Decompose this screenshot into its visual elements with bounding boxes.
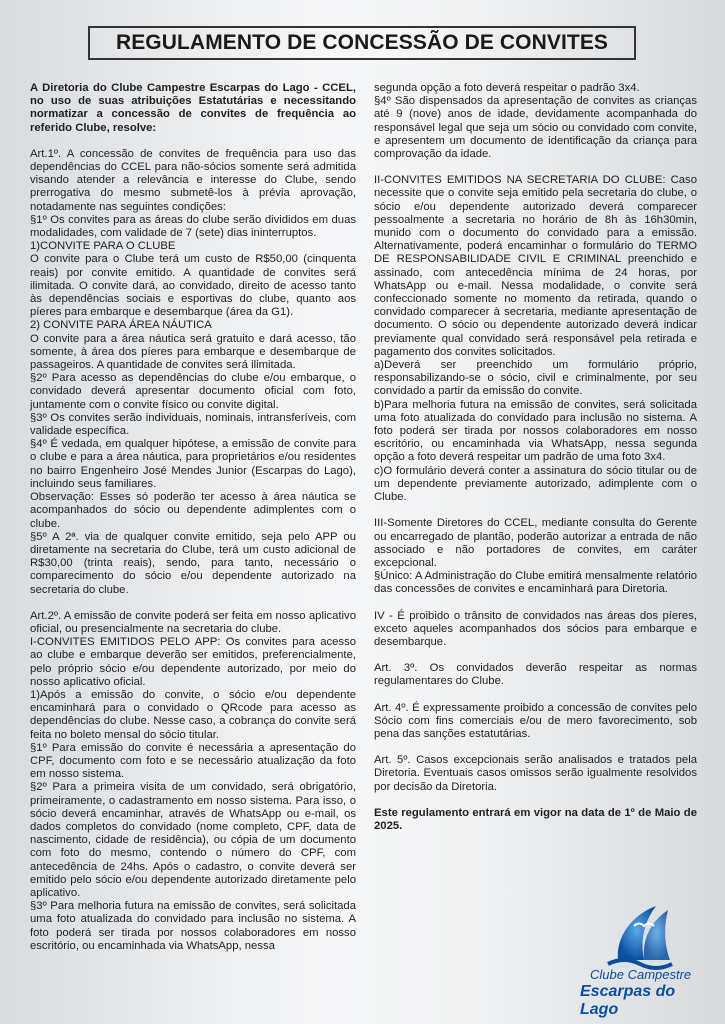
intro-paragraph: A Diretoria do Clube Campestre Escarpas do Lago - CCEL, no uso de suas atribuições Estatutárias e necessitando normatizar a concessão de convites de frequência ao referido Clube, resolve:: [30, 82, 356, 134]
paragraph: Observação: Esses só poderão ter acesso à área náutica se acompanhados do sócio ou dependente adimplentes com o clube.: [30, 491, 356, 530]
paragraph: §3º Para melhoria futura na emissão de convites, será solicitada uma foto atualizada do convidado para inclusão no sistema. A foto poderá ser tirada por nossos colaboradores em nosso escritório, ou encaminhada via WhatsApp, nessa: [30, 900, 356, 952]
paragraph: I-CONVITES EMITIDOS PELO APP: Os convites para acesso ao clube e embarque deverão ser emitidos, preferencialmente, pelo próprio sócio e/ou dependente autorizado, por meio do nosso aplicativo oficial.: [30, 636, 356, 688]
logo-line2: Escarpas do Lago: [580, 983, 676, 1018]
paragraph: Art. 3º. Os convidados deverão respeitar as normas regulamentares do Clube.: [374, 662, 697, 688]
paragraph: §5º A 2ª. via de qualquer convite emitido, seja pelo APP ou diretamente na secretaria do Clube, terá um custo adicional de R$30,00 (trinta reais), sendo, para tanto, necessário o comparecimento do sócio e/ou dependente autorizado na secretaria do clube.: [30, 530, 356, 596]
right-column: [374, 82, 697, 833]
paragraph: III-Somente Diretores do CCEL, mediante consulta do Gerente ou encarregado de plantão, poderão autorizar a entrada de não associado e não portadores de convites, em caráter excepcional.: [374, 517, 697, 569]
paragraph: c)O formulário deverá conter a assinatura do sócio titular ou de um dependente previamente autorizado, adimplente com o Clube.: [374, 464, 697, 504]
paragraph: Art.1º. A concessão de convites de frequência para uso das dependências do CCEL para não-sócios somente será admitida visando atender a relevância e interesse do Clube, sendo prerrogativa do mesmo submetê-los à prévia aprovação, notadamente nas seguintes condições:: [30, 147, 356, 213]
paragraph: IV - É proibido o trânsito de convidados nas áreas dos píeres, exceto aqueles acompanhados dos sócios para embarque e desembarque.: [374, 609, 697, 648]
effective-date-paragraph: Este regulamento entrará em vigor na data de 1º de Maio de 2025.: [374, 806, 697, 832]
spacer: [374, 161, 697, 174]
paragraph: 1)Após a emissão do convite, o sócio e/ou dependente encaminhará para o convidado o QRcode para acesso as dependências do clube. Nesse caso, a cobrança do convite será feita no boleto mensal do sócio titular.: [30, 688, 356, 741]
paragraph: §1º Para emissão do convite é necessária a apresentação do CPF, documento com foto e se necessário atualização da foto em nosso sistema.: [30, 741, 356, 781]
left-column: [30, 82, 356, 953]
paragraph: Art. 4º. É expressamente proibido a concessão de convites pelo Sócio com fins comerciais e/ou de mero favorecimento, sob pena das sanções estatutárias.: [374, 701, 697, 740]
paragraph: b)Para melhoria futura na emissão de convites, será solicitada uma foto atualizada do convidado para inclusão no sistema. A foto poderá ser tirada por nossos colaboradores em nosso escritório, ou encaminhada via WhatsApp, nessa segunda opção a foto deverá respeitar um padrão de uma foto 3x4.: [374, 398, 697, 464]
paragraph: §1º Os convites para as áreas do clube serão divididos em duas modalidades, com validade de 7 (sete) dias ininterruptos.: [30, 213, 356, 240]
paragraph: Art.2º. A emissão de convite poderá ser feita em nosso aplicativo oficial, ou presencialmente na secretaria do clube.: [30, 609, 356, 635]
paragraph: a)Deverá ser preenchido um formulário próprio, responsabilizando-se o sócio, civil e criminalmente, por seu convidado a partir da emissão do convite.: [374, 359, 697, 398]
spacer: [30, 135, 356, 148]
paragraph: O convite para a área náutica será gratuito e dará acesso, tão somente, à área dos píeres para embarque e desembarque de passageiros. A quantidade de convites será ilimitada.: [30, 332, 356, 372]
paragraph: §4º São dispensados da apresentação de convites as crianças até 9 (nove) anos de idade, devidamente acompanhada do responsável legal que seja um sócio ou convidado com convite, e apresentem um documento de identificação da criança para comprovação da idade.: [374, 95, 697, 161]
spacer: [374, 794, 697, 807]
spacer: [374, 741, 697, 754]
paragraph: §3º Os convites serão individuais, nominais, intransferíveis, com validade específica.: [30, 411, 356, 438]
spacer: [374, 649, 697, 662]
paragraph: O convite para o Clube terá um custo de R$50,00 (cinquenta reais) por convite emitido. A quantidade de convites será ilimitada. O convite dará, ao convidado, direito de acesso tanto às dependências sociais e esportivas do clube, quanto aos píeres para embarque e desembarque (área da G1).: [30, 253, 356, 319]
paragraph: §2º Para acesso as dependências do clube e/ou embarque, o convidado deverá apresentar documento oficial com foto, juntamente com o convite físico ou convite digital.: [30, 372, 356, 411]
paragraph: §2º Para a primeira visita de um convidado, será obrigatório, primeiramente, o cadastramento em nosso sistema. Para isso, o sócio deverá encaminhar, através de WhatsApp ou e-mail, os dados completos do convidado (nome completo, CPF, data de nascimento, cidade de residência), ou cópia de um documento com foto do mesmo, contendo o número do CPF, com antecedência de 24hs. Após o cadastro, o convite deverá ser emitido pelo sócio e/ou dependente autorizado diretamente pelo aplicativo.: [30, 781, 356, 899]
spacer: [30, 597, 356, 610]
paragraph: segunda opção a foto deverá respeitar o padrão 3x4.: [374, 82, 640, 94]
logo-line1: Clube Campestre: [590, 967, 692, 982]
paragraph: Art. 5º. Casos excepcionais serão analisados e tratados pela Diretoria. Eventuais casos omissos serão igualmente resolvidos por decisão da Diretoria.: [374, 754, 697, 793]
paragraph: §4º É vedada, em qualquer hipótese, a emissão de convite para o clube e para a área náutica, para proprietários e/ou residentes no bairro Engenheiro José Mendes Junior (Escarpas do Lago), incluindo seus familiares.: [30, 438, 356, 490]
paragraph: II-CONVITES EMITIDOS NA SECRETARIA DO CLUBE: Caso necessite que o convite seja emitido pela secretaria do clube, o sócio e/ou dependente autorizado deverá comparecer pessoalmente a secretaria no horário de 8h às 16h30min, munido com o documento do convidado para a emissão. Alternativamente, poderá encaminhar o formulário do TERMO DE RESPONSABILIDADE CIVIL E CRIMINAL preenchido e assinado, com antecedência mínima de 24 horas, por WhatsApp ou e-mail. Nessa modalidade, o convite será confeccionado somente no momento da retirada, quando o convidado comparecer à secretaria, mediante apresentação de documento. O sócio ou dependente autorizado deverá indicar previamente qual convidado será responsável pela retirada e pagamento dos convites solicitados.: [374, 174, 697, 358]
paragraph: 1)CONVITE PARA O CLUBE: [30, 240, 176, 253]
paragraph: 2) CONVITE PARA ÁREA NÁUTICA: [30, 319, 212, 332]
page-title: REGULAMENTO DE CONCESSÃO DE CONVITES: [88, 26, 636, 60]
paragraph: §Único: A Administração do Clube emitirá mensalmente relatório das concessões de convites e encaminhará para Diretoria.: [374, 570, 697, 596]
spacer: [374, 597, 697, 610]
spacer: [374, 689, 697, 702]
spacer: [374, 504, 697, 517]
